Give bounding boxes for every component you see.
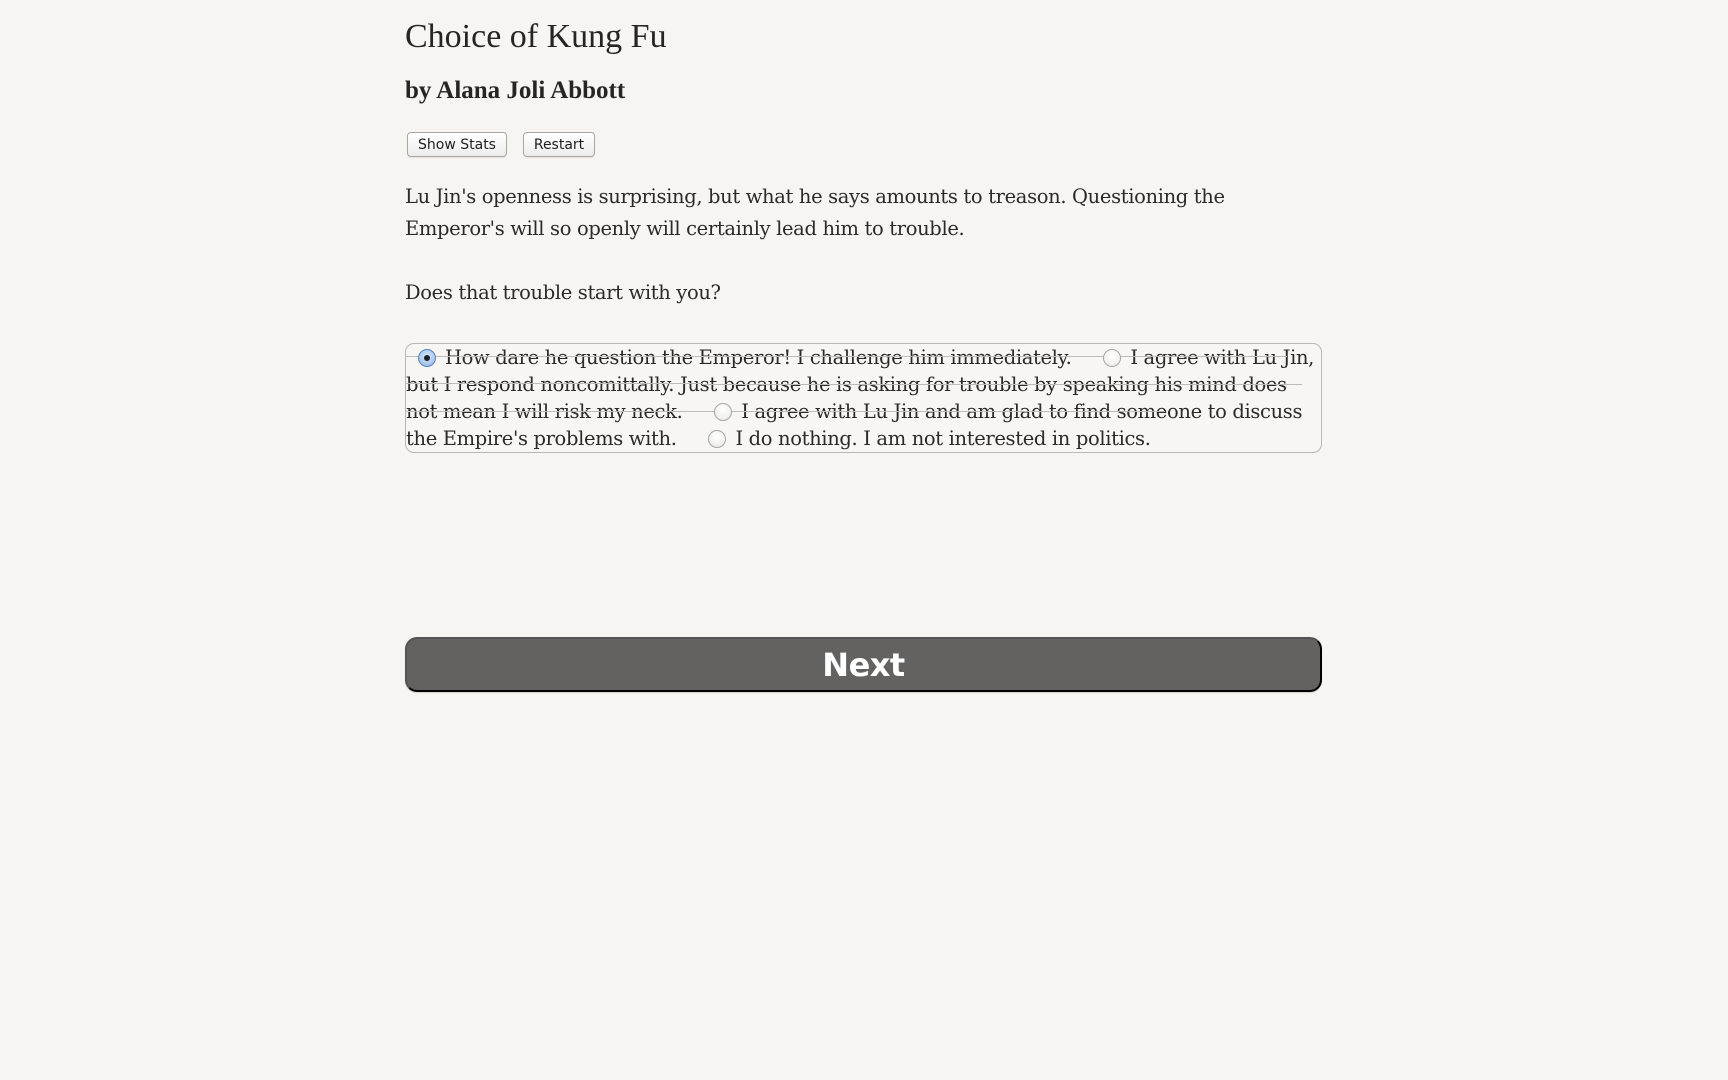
radio-selected-icon[interactable] <box>418 349 436 367</box>
story-paragraph: Lu Jin's openness is surprising, but what he says amounts to treason. Questioning the Emperor's will so openly will certainly lead him to trouble. <box>405 185 1225 240</box>
choice-label: I agree with Lu Jin and am glad to find someone to discuss the Empire's problems with. <box>406 400 1303 450</box>
story-question: Does that trouble start with you? <box>405 281 721 304</box>
toolbar <box>407 132 595 157</box>
show-stats-button[interactable]: Show Stats <box>407 132 507 157</box>
story-text <box>405 181 1322 309</box>
game-title: Choice of Kung Fu <box>405 18 667 55</box>
choice-option-4[interactable] <box>696 411 1164 453</box>
choice-list <box>405 343 1322 453</box>
choice-label: How dare he question the Emperor! I challenge him immediately. <box>445 346 1072 369</box>
radio-unselected-icon[interactable] <box>1103 349 1121 367</box>
next-button[interactable]: Next <box>405 637 1322 692</box>
choice-label: I do nothing. I am not interested in politics. <box>735 427 1151 450</box>
choice-label: I agree with Lu Jin, but I respond noncomittally. Just because he is asking for trouble by speaking his mind does not mean I will risk my neck. <box>406 346 1315 423</box>
radio-unselected-icon[interactable] <box>708 430 726 448</box>
game-author: by Alana Joli Abbott <box>405 77 626 104</box>
restart-button[interactable]: Restart <box>523 132 595 157</box>
